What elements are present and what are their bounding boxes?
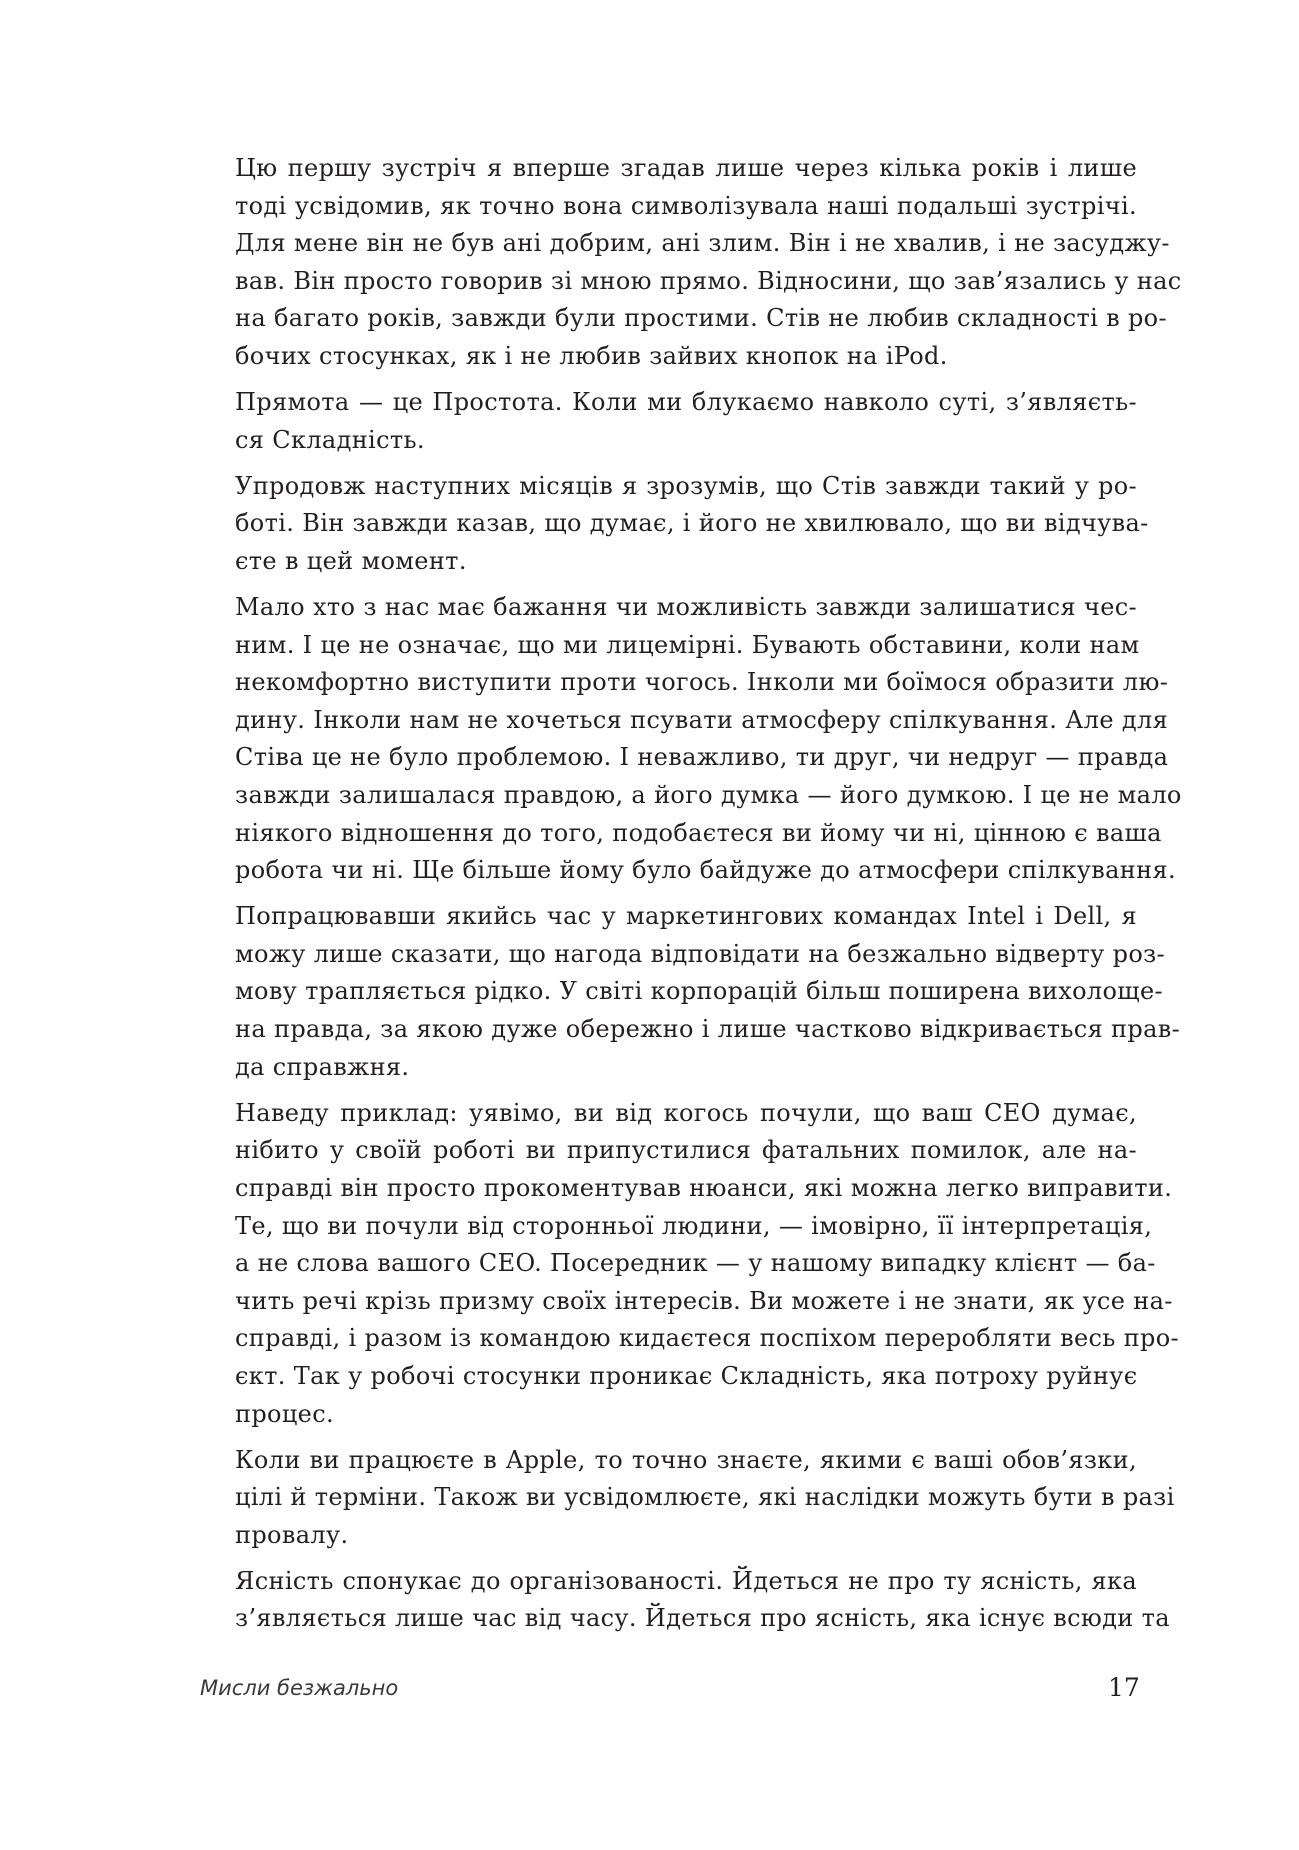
text-line: єкт. Так у робочі стосунки проникає Складність, яка потроху руйнує [235, 1361, 1138, 1390]
text-line: процес. [235, 1399, 334, 1428]
text-line: ніякого відношення до того, подобаєтеся ви йому чи ні, цінною є ваша [235, 818, 1162, 847]
text-line: на багато років, завжди були простими. Стів не любив складності в ро- [235, 304, 1167, 333]
text-line: провалу. [235, 1520, 349, 1549]
text-line: ся Складність. [235, 425, 425, 454]
text-line: завжди залишалася правдою, а його думка — його думкою. І це не мало [235, 781, 1182, 809]
body-text [196, 150, 1182, 1647]
paragraph [196, 384, 1137, 459]
text-line: чить речі крізь призму своїх інтересів. Ви можете і не знати, як усе на- [235, 1286, 1173, 1315]
text-line: цілі й терміни. Також ви усвідомлюєте, які наслідки можуть бути в разі [235, 1483, 1175, 1512]
paragraph [196, 150, 1182, 376]
text-line: некомфортно виступити проти чогось. Інколи ми боїмося образити лю- [235, 668, 1169, 697]
text-line: Ясність спонукає до організованості. Йдеться не про ту ясність, яка [235, 1566, 1137, 1595]
page-number: 17 [1108, 1673, 1140, 1702]
text-line: Коли ви працюєте в Apple, то точно знаєте, якими є ваші обов’язки, [235, 1445, 1137, 1474]
text-line: нібито у своїй роботі ви припустилися фатальних помилок, але на- [235, 1136, 1137, 1165]
text-line: вав. Він просто говорив зі мною прямо. Відносини, що зав’язались у нас [235, 266, 1182, 295]
paragraph [196, 589, 1182, 890]
paragraph [196, 898, 1181, 1086]
text-line: Стіва це не було проблемою. І неважливо, ти друг, чи недруг — правда [235, 743, 1169, 772]
text-line: Для мене він не був ані добрим, ані злим. Він і не хвалив, і не засуджу- [235, 229, 1170, 258]
text-line: справді він просто прокоментував нюанси, які можна легко виправити. [235, 1173, 1173, 1202]
text-line: ним. І це не означає, що ми лицемірні. Бувають обставини, коли нам [235, 630, 1140, 659]
text-line: Цю першу зустріч я вперше згадав лише через кілька років і лише [235, 154, 1137, 182]
text-line: а не слова вашого CEO. Посередник — у нашому випадку клієнт — ба- [235, 1249, 1156, 1278]
text-line: Попрацювавши якийсь час у маркетингових командах Intel і Dell, я [235, 902, 1137, 931]
text-line: робота чи ні. Ще більше йому було байдуже до атмосфери спілкування. [235, 856, 1176, 885]
text-line: да справжня. [235, 1052, 410, 1081]
running-footer-title: Мисли безжально [200, 1676, 399, 1700]
text-line: боті. Він завжди казав, що думає, і його не хвилювало, що ви відчува- [235, 509, 1149, 538]
text-line: бочих стосунках, як і не любив зайвих кнопок на iPod. [235, 341, 948, 370]
text-line: Упродовж наступних місяців я зрозумів, що Стів завжди такий у ро- [235, 471, 1137, 500]
text-line: справді, і разом із командою кидаєтеся поспіхом переробляти весь про- [235, 1324, 1180, 1353]
text-line: Прямота — це Простота. Коли ми блукаємо навколо суті, з’являєть- [235, 388, 1137, 417]
text-line: єте в цей момент. [235, 546, 467, 575]
text-line: Те, що ви почули від сторонньої людини, — імовірно, її інтерпретація, [235, 1211, 1153, 1240]
text-line: Мало хто з нас має бажання чи можливість завжди залишатися чес- [235, 593, 1137, 622]
text-line: мову трапляється рідко. У світі корпорацій більш поширена вихолоще- [235, 977, 1163, 1006]
paragraph [196, 468, 1149, 581]
paragraph [196, 1442, 1175, 1555]
text-line: тоді усвідомив, як точно вона символізувала наші подальші зустрічі. [235, 191, 1137, 220]
text-line: можу лише сказати, що нагода відповідати на безжально відверту роз- [235, 939, 1166, 968]
text-line: з’являється лише час від часу. Йдеться про ясність, яка існує всюди та [235, 1604, 1170, 1633]
paragraph [196, 1095, 1180, 1433]
text-line: на правда, за якою дуже обережно і лише частково відкривається прав- [235, 1015, 1181, 1044]
paragraph [196, 1563, 1170, 1638]
text-line: дину. Інколи нам не хочеться псувати атмосферу спілкування. Але для [235, 705, 1169, 734]
text-line: Наведу приклад: уявімо, ви від когось почули, що ваш CEO думає, [235, 1098, 1137, 1127]
